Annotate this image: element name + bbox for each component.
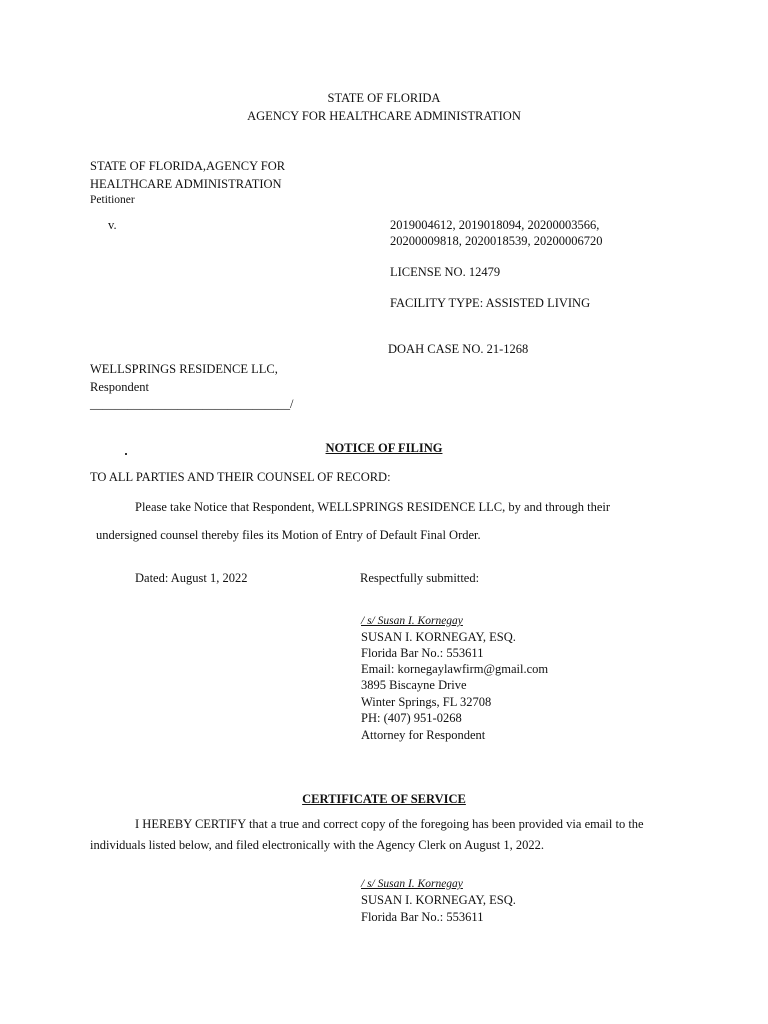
attorney-phone: PH: (407) 951-0268 [361,711,462,725]
petitioner-label: Petitioner [90,194,135,206]
certificate-attorney-name: SUSAN I. KORNEGAY, ESQ. [361,893,516,907]
certificate-bar-number: Florida Bar No.: 553611 [361,910,484,924]
certificate-signature: / s/ Susan I. Kornegay [361,878,463,890]
facility-type: FACILITY TYPE: ASSISTED LIVING [390,296,591,310]
attorney-signature: / s/ Susan I. Kornegay [361,615,463,627]
certificate-body-line2: individuals listed below, and filed electronically with the Agency Clerk on August 1, 2022. [90,838,544,852]
case-numbers-line2: 20200009818, 2020018539, 20200006720 [390,234,603,248]
notice-body-line1: Please take Notice that Respondent, WELLSPRINGS RESIDENCE LLC, by and through their [135,500,611,514]
doah-case-number: DOAH CASE NO. 21-1268 [388,342,529,356]
respectfully-submitted: Respectfully submitted: [360,571,480,585]
dated-line: Dated: August 1, 2022 [135,571,248,585]
certificate-title: CERTIFICATE OF SERVICE [302,792,466,806]
respondent-name: WELLSPRINGS RESIDENCE LLC, [90,362,278,376]
attorney-email: Email: kornegaylawfirm@gmail.com [361,662,549,676]
notice-title: NOTICE OF FILING [325,441,443,455]
header-state: STATE OF FLORIDA [327,91,441,105]
attorney-address-line1: 3895 Biscayne Drive [361,678,467,692]
attorney-address-line2: Winter Springs, FL 32708 [361,695,492,709]
notice-addressee: TO ALL PARTIES AND THEIR COUNSEL OF RECORD: [90,470,391,484]
license-number: LICENSE NO. 12479 [390,265,501,279]
petitioner-line1: STATE OF FLORIDA,AGENCY FOR [90,159,286,173]
respondent-label: Respondent [90,380,150,394]
certificate-body-line1: I HEREBY CERTIFY that a true and correct copy of the foregoing has been provided via email to the [135,817,644,831]
attorney-bar-number: Florida Bar No.: 553611 [361,646,484,660]
attorney-name: SUSAN I. KORNEGAY, ESQ. [361,630,516,644]
attorney-role: Attorney for Respondent [361,728,486,742]
petitioner-line2: HEALTHCARE ADMINISTRATION [90,177,282,191]
versus: v. [108,218,117,232]
caption-separator: ________________________________/ [90,397,294,411]
case-numbers-line1: 2019004612, 2019018094, 20200003566, [390,218,600,232]
notice-body-line2: undersigned counsel thereby files its Motion of Entry of Default Final Order. [96,528,481,542]
header-agency: AGENCY FOR HEALTHCARE ADMINISTRATION [247,109,521,123]
